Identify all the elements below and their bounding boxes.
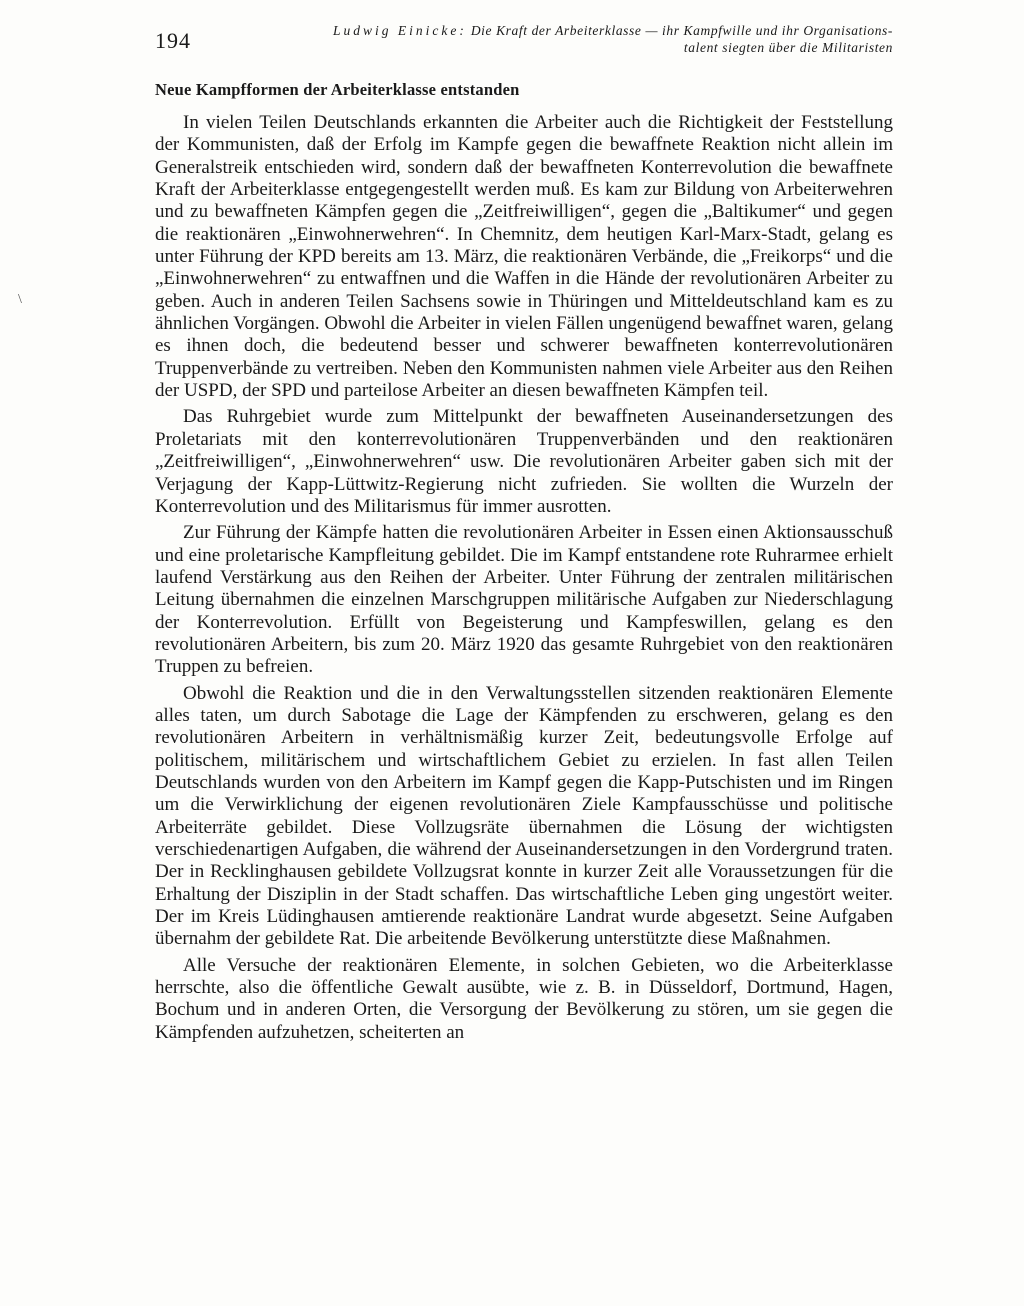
running-head-author: Ludwig Einicke: xyxy=(332,23,467,38)
paragraph-5: Alle Versuche der reaktionären Elemente, in solchen Gebieten, wo die Arbeiterklasse herrschte, also die öffentliche Gewalt ausübte, wie z. B. in Düsseldorf, Dortmund, Hagen, Bochum und in anderen Orten, die Versorgung der Bevölkerung zu stören, um sie gegen die Kämpfenden aufzuhetzen, scheiterten an xyxy=(155,954,893,1043)
section-heading: Neue Kampfformen der Arbeiterklasse entstanden xyxy=(155,80,520,99)
paragraph-4: Obwohl die Reaktion und die in den Verwaltungsstellen sitzenden reaktionären Elemente alles taten, um durch Sabotage die Lage der Kämpfenden zu erschweren, gelang es den revolutionären Arbeitern in verhältnismäßig kurzer Zeit, bedeutungsvolle Erfolge auf politischem, militärischem und wirtschaftlichem Gebiet zu erzielen. In fast allen Teilen Deutschlands wurden von den Arbeitern im Kampf gegen die Kapp-Putschisten und im Ringen um die Verwirklichung der eigenen revolutionären Ziele Kampfausschüsse und politische Arbeiterräte gebildet. Diese Vollzugsräte übernahmen die Lösung der wichtigsten verschiedenartigen Aufgaben, die während der Auseinandersetzungen in den Vordergrund traten. Der in Recklinghausen gebildete Vollzugsrat konnte in kurzer Zeit alle Voraussetzungen für die Erhaltung der Disziplin in der Stadt schaffen. Das wirtschaftliche Leben ging ungestört weiter. Der im Kreis Lüdinghausen amtierende reaktionäre Landrat wurde abgesetzt. Seine Aufgaben übernahm der gebildete Rat. Die arbeitende Bevölkerung unterstützte diese Maßnahmen. xyxy=(155,682,893,950)
margin-mark: \ xyxy=(18,292,22,307)
page-number: 194 xyxy=(155,28,191,53)
paragraph-1: In vielen Teilen Deutschlands erkannten die Arbeiter auch die Richtigkeit der Feststellung der Kommunisten, daß der Erfolg im Kampfe gegen die bewaffnete Reaktion nicht allein im Generalstreik entschieden wird, sondern daß der bewaffneten Konterrevolution die bewaffnete Kraft der Arbeiterklasse entgegengestellt werden muß. Es kam zur Bildung von Arbeiterwehren und zu bewaffneten Kämpfen gegen die „Zeitfreiwilligen“, gegen die „Baltikumer“ und gegen die reaktionären „Einwohnerwehren“. In Chemnitz, dem heutigen Karl-Marx-Stadt, gelang es unter Führung der KPD bereits am 13. März, die reaktionären Verbände, die „Freikorps“ und die „Einwohnerwehren“ zu entwaffnen und die Waffen in die Hände der revolutionären Arbeiter zu geben. Auch in anderen Teilen Sachsens sowie in Thüringen und Mitteldeutschland kam es zu ähnlichen Vorgängen. Obwohl die Arbeiter in vielen Fällen ungenügend bewaffnet waren, gelang es ihnen doch, die bedeutend besser und schwerer bewaffneten konterrevolutionären Truppenverbände zu vertreiben. Neben den Kommunisten nahmen viele Arbeiter aus den Reihen der USPD, der SPD und parteilose Arbeiter an diesen bewaffneten Kämpfen teil. xyxy=(155,112,893,402)
paragraph-3: Zur Führung der Kämpfe hatten die revolutionären Arbeiter in Essen einen Aktionsausschuß und eine proletarische Kampfleitung gebildet. Die im Kampf entstandene rote Ruhrarmee erhielt laufend Verstärkung aus den Reihen der Arbeiter. Unter Führung der zentralen militärischen Leitung übernahmen die einzelnen Marschgruppen militärische Aufgaben zur Niederschlagung der Konterrevolution. Erfüllt von Begeisterung und Kampfeswillen, gelang es den revolutionären Arbeitern, bis zum 20. März 1920 das gesamte Ruhrgebiet von den reaktionären Truppen zu befreien. xyxy=(155,522,893,678)
paragraph-2: Das Ruhrgebiet wurde zum Mittelpunkt der bewaffneten Auseinandersetzungen des Proletariats mit den konterrevolutionären Truppenverbänden und den reaktionären „Zeitfreiwilligen“, „Einwohnerwehren“ usw. Die revolutionären Arbeiter gaben sich mit der Verjagung der Kapp-Lüttwitz-Regierung nicht zufrieden. Sie wollten die Wurzeln der Konterrevolution und des Militarismus für immer ausrotten. xyxy=(155,406,893,517)
body-text xyxy=(155,112,893,1048)
running-head-title-2: talent siegten über die Militaristen xyxy=(683,40,893,55)
running-head xyxy=(253,22,893,56)
page-header xyxy=(155,22,893,58)
running-head-title-1: Die Kraft der Arbeiterklasse — ihr Kampfwille und ihr Organisations- xyxy=(470,23,893,38)
running-head-line-1 xyxy=(253,22,893,39)
